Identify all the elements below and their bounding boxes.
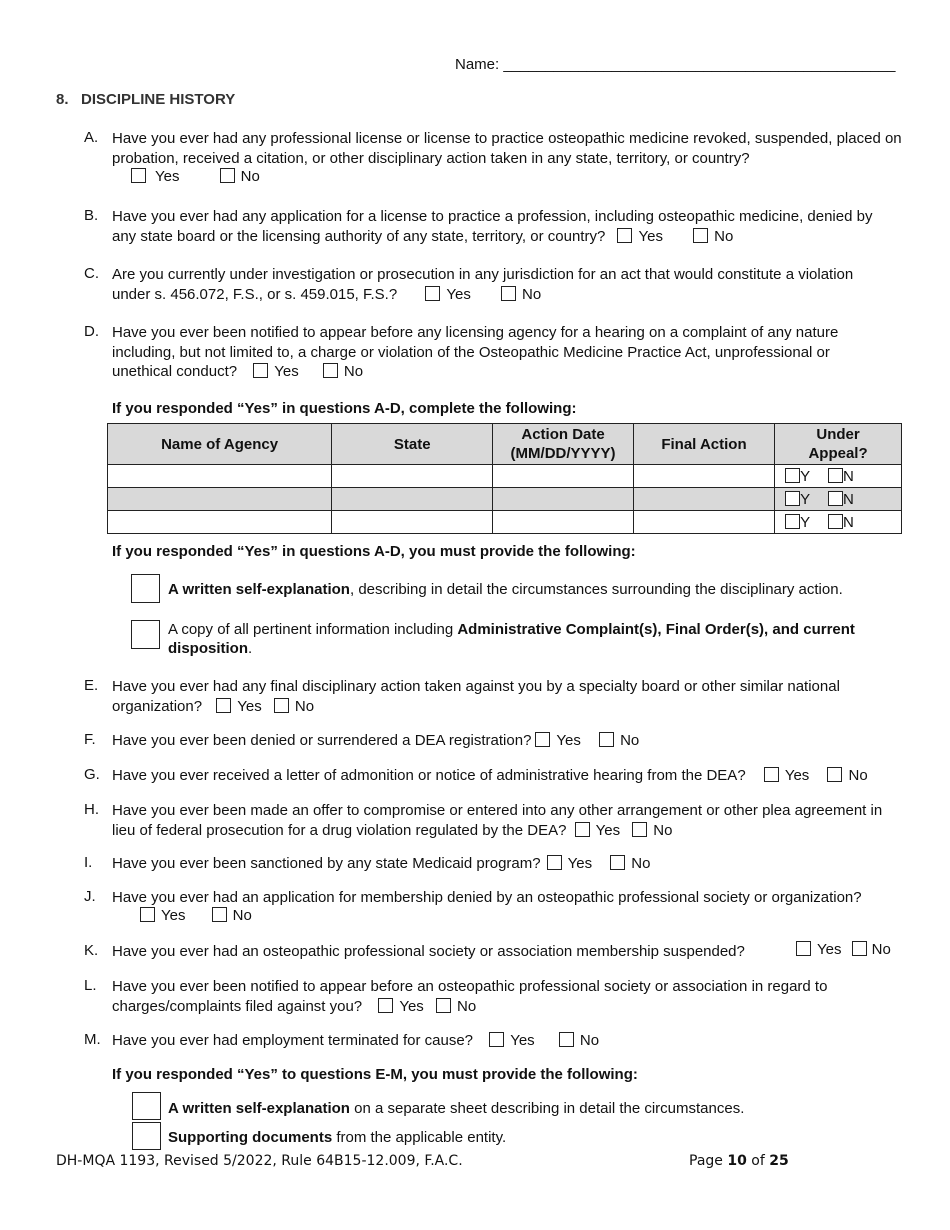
question-l-yes-checkbox[interactable] — [378, 998, 393, 1013]
yes-label: Yes — [556, 732, 581, 749]
disciplinary-actions-table — [107, 423, 902, 534]
yes-label: Yes — [595, 821, 621, 839]
question-f-letter: F. — [84, 731, 96, 748]
question-a-text: Have you ever had any professional license or license to practice osteopathic medicine revoked, suspended, placed on probation, received a citation, or other disciplinary action taken in any state, territory, or country? — [112, 130, 902, 167]
question-d — [112, 323, 882, 382]
ad-item1-rest: , describing in detail the circumstances surrounding the disciplinary action. — [349, 581, 843, 598]
yes-label: Yes — [155, 168, 180, 185]
appeal-yes-checkbox[interactable] — [785, 468, 800, 483]
header-state: State — [332, 424, 493, 465]
no-label: No — [232, 907, 252, 924]
question-f — [112, 731, 910, 751]
ad-pertinent-info-checkbox[interactable] — [131, 620, 160, 649]
state-cell[interactable] — [332, 511, 493, 534]
table-header-row — [108, 424, 902, 465]
yes-label: Yes — [237, 697, 262, 715]
question-c-yes-checkbox[interactable] — [425, 286, 440, 301]
ad-table-instruction: If you responded “Yes” in questions A-D, complete the following: — [112, 400, 577, 417]
question-h-yes-checkbox[interactable] — [575, 822, 590, 837]
question-b-text: Have you ever had any application for a license to practice a profession, including osteopathic medicine, denied by any state board or the licensing authority of any state, territory, or country? — [112, 208, 873, 245]
question-k — [112, 942, 910, 962]
question-g — [112, 766, 910, 786]
question-d-yes-checkbox[interactable] — [253, 363, 268, 378]
question-d-letter: D. — [84, 323, 99, 340]
page-total: 25 — [769, 1153, 789, 1169]
question-d-no-checkbox[interactable] — [323, 363, 338, 378]
question-g-letter: G. — [84, 766, 100, 783]
section-title — [56, 91, 235, 108]
question-i-letter: I. — [84, 854, 93, 871]
question-m-no-checkbox[interactable] — [559, 1032, 574, 1047]
question-k-text: Have you ever had an osteopathic professional society or association membership suspended? — [112, 943, 745, 960]
yes-label: Yes — [161, 907, 186, 924]
appeal-no-label: N — [843, 490, 854, 508]
action-date-cell[interactable] — [493, 488, 634, 511]
question-j-text: Have you ever had an application for membership denied by an osteopathic professional society or organization? — [112, 889, 862, 906]
no-label: No — [343, 363, 364, 380]
question-g-yes-checkbox[interactable] — [764, 767, 779, 782]
ad-self-explanation-checkbox[interactable] — [131, 574, 160, 603]
em-item2-rest: from the applicable entity. — [332, 1129, 507, 1146]
yes-label: Yes — [567, 855, 593, 872]
page-prefix: Page — [689, 1153, 728, 1169]
question-f-no-checkbox[interactable] — [599, 732, 614, 747]
question-g-text: Have you ever received a letter of admonition or notice of administrative hearing from the DEA? — [112, 767, 746, 784]
no-label: No — [714, 227, 734, 245]
em-item1-rest: on a separate sheet describing in detail the circumstances. — [349, 1100, 745, 1117]
question-e — [112, 677, 882, 716]
appeal-no-label: N — [843, 467, 854, 485]
question-h — [112, 801, 897, 840]
name-line[interactable]: _______________________________________________ — [503, 56, 896, 73]
header-action-date: Action Date (MM/DD/YYYY) — [493, 424, 634, 465]
question-i — [112, 854, 910, 874]
question-b-letter: B. — [84, 207, 99, 224]
em-supporting-docs-checkbox[interactable] — [132, 1122, 161, 1150]
header-final-action: Final Action — [633, 424, 774, 465]
question-k-yes-checkbox[interactable] — [796, 941, 811, 956]
ad-pertinent-info-text — [168, 620, 898, 658]
appeal-yes-label: Y — [800, 513, 810, 531]
final-action-cell[interactable] — [633, 511, 774, 534]
final-action-cell[interactable] — [633, 465, 774, 488]
ad-provide-instruction: If you responded “Yes” in questions A-D, you must provide the following: — [112, 543, 636, 560]
yes-label: Yes — [784, 767, 810, 784]
question-b — [112, 207, 892, 246]
ad-item1-bold: A written self-explanation — [168, 581, 350, 598]
ad-item2-post: . — [248, 640, 253, 657]
appeal-yes-checkbox[interactable] — [785, 491, 800, 506]
header-under-appeal: Under Appeal? — [775, 424, 902, 465]
name-label: Name: — [455, 56, 504, 73]
no-label: No — [848, 767, 868, 784]
appeal-yes-label: Y — [800, 467, 810, 485]
appeal-yes-checkbox[interactable] — [785, 514, 800, 529]
question-k-options — [796, 941, 891, 958]
em-item2-bold: Supporting documents — [168, 1129, 333, 1146]
appeal-no-checkbox[interactable] — [828, 468, 843, 483]
question-c-text: Are you currently under investigation or prosecution in any jurisdiction for an act that would constitute a violation under s. 456.072, F.S., or s. 459.015, F.S.? — [112, 266, 854, 303]
page-current: 10 — [727, 1153, 747, 1169]
em-self-explanation-text — [168, 1100, 744, 1117]
question-c-letter: C. — [84, 265, 99, 282]
no-label: No — [456, 997, 477, 1015]
question-m-text: Have you ever had employment terminated for cause? — [112, 1032, 474, 1049]
question-b-no-checkbox[interactable] — [693, 228, 708, 243]
agency-cell[interactable] — [108, 465, 332, 488]
em-provide-instruction: If you responded “Yes” to questions E-M, you must provide the following: — [112, 1066, 638, 1083]
name-field[interactable] — [455, 56, 895, 73]
yes-label: Yes — [638, 227, 663, 245]
question-e-letter: E. — [84, 677, 99, 694]
agency-cell[interactable] — [108, 511, 332, 534]
no-label: No — [631, 855, 651, 872]
question-d-text: Have you ever been notified to appear before any licensing agency for a hearing on a complaint of any nature including, but not limited to, a charge or violation of the Osteopathic Medicine Practice Act, unprofessional or unethical conduct? — [112, 324, 839, 380]
header-name-of-agency: Name of Agency — [108, 424, 332, 465]
no-label: No — [871, 941, 891, 958]
question-e-text: Have you ever had any final disciplinary action taken against you by a specialty board or other similar national organization? — [112, 678, 840, 715]
no-label: No — [620, 732, 640, 749]
question-k-letter: K. — [84, 942, 99, 959]
question-i-no-checkbox[interactable] — [610, 855, 625, 870]
no-label: No — [579, 1032, 600, 1049]
ad-self-explanation-text — [168, 581, 843, 598]
section-number: 8. — [56, 91, 69, 108]
yes-label: Yes — [510, 1032, 535, 1049]
yes-label: Yes — [399, 997, 424, 1015]
question-l-no-checkbox[interactable] — [436, 998, 451, 1013]
no-label: No — [522, 285, 542, 303]
question-h-letter: H. — [84, 801, 99, 818]
state-cell[interactable] — [332, 465, 493, 488]
action-date-cell[interactable] — [493, 465, 634, 488]
em-item1-bold: A written self-explanation — [168, 1100, 350, 1117]
yes-label: Yes — [274, 363, 299, 380]
question-m-letter: M. — [84, 1031, 101, 1048]
question-h-no-checkbox[interactable] — [632, 822, 647, 837]
table-row — [108, 511, 902, 534]
ad-item2-bold: Administrative Complaint(s), Final Order(s), and current disposition — [168, 621, 855, 657]
table-row — [108, 488, 902, 511]
yes-label: Yes — [817, 941, 842, 958]
table-row — [108, 465, 902, 488]
appeal-no-checkbox[interactable] — [828, 491, 843, 506]
no-label: No — [240, 168, 260, 185]
question-k-no-checkbox[interactable] — [852, 941, 867, 956]
question-a-letter: A. — [84, 129, 99, 146]
no-label: No — [653, 821, 673, 839]
question-l — [112, 977, 882, 1016]
question-c-no-checkbox[interactable] — [501, 286, 516, 301]
question-m-yes-checkbox[interactable] — [489, 1032, 504, 1047]
appeal-yes-label: Y — [800, 490, 810, 508]
page-number — [689, 1153, 789, 1169]
question-m — [112, 1031, 910, 1051]
question-j-yes-checkbox[interactable] — [140, 907, 155, 922]
question-f-yes-checkbox[interactable] — [535, 732, 550, 747]
question-c — [112, 265, 892, 304]
state-cell[interactable] — [332, 488, 493, 511]
question-i-yes-checkbox[interactable] — [547, 855, 562, 870]
page-of: of — [746, 1153, 770, 1169]
question-a-no-checkbox[interactable] — [220, 168, 235, 183]
question-b-yes-checkbox[interactable] — [617, 228, 632, 243]
no-label: No — [294, 697, 315, 715]
em-self-explanation-checkbox[interactable] — [132, 1092, 161, 1120]
question-f-text: Have you ever been denied or surrendered a DEA registration? — [112, 732, 532, 749]
question-i-text: Have you ever been sanctioned by any state Medicaid program? — [112, 855, 541, 872]
form-identifier: DH-MQA 1193, Revised 5/2022, Rule 64B15-12.009, F.A.C. — [56, 1153, 463, 1169]
question-j-letter: J. — [84, 888, 96, 905]
action-date-cell[interactable] — [493, 511, 634, 534]
question-l-text: Have you ever been notified to appear before an osteopathic professional society or association in regard to charges/complaints filed against you? — [112, 978, 828, 1015]
appeal-no-label: N — [843, 513, 854, 531]
question-e-no-checkbox[interactable] — [274, 698, 289, 713]
yes-label: Yes — [446, 285, 471, 303]
question-l-letter: L. — [84, 977, 97, 994]
question-e-yes-checkbox[interactable] — [216, 698, 231, 713]
agency-cell[interactable] — [108, 488, 332, 511]
appeal-no-checkbox[interactable] — [828, 514, 843, 529]
under-appeal-cell — [775, 511, 902, 534]
question-a-yes-checkbox[interactable] — [131, 168, 146, 183]
question-j-options — [140, 907, 252, 924]
under-appeal-cell — [775, 488, 902, 511]
em-supporting-docs-text — [168, 1129, 506, 1146]
section-heading: DISCIPLINE HISTORY — [81, 91, 236, 108]
question-g-no-checkbox[interactable] — [827, 767, 842, 782]
ad-item2-pre: A copy of all pertinent information including — [168, 621, 458, 638]
question-a-options — [131, 168, 260, 185]
question-h-text: Have you ever been made an offer to compromise or entered into any other arrangement or other plea agreement in lieu of federal prosecution for a drug violation regulated by the DEA? — [112, 802, 883, 839]
under-appeal-cell — [775, 465, 902, 488]
question-j-no-checkbox[interactable] — [212, 907, 227, 922]
final-action-cell[interactable] — [633, 488, 774, 511]
